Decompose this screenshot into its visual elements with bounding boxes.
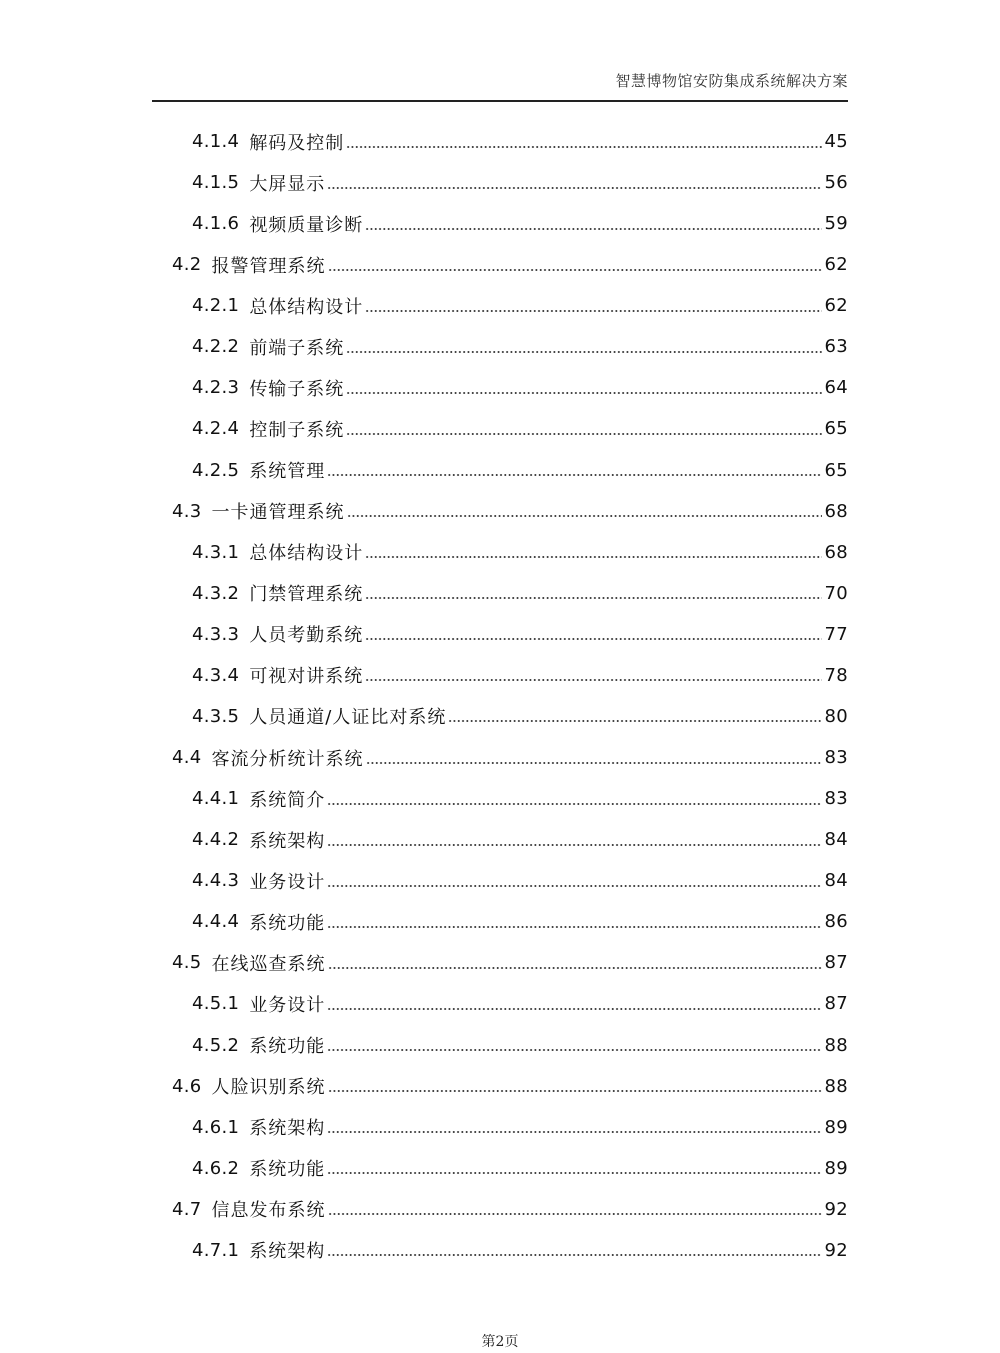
toc-entry-number: 4.1.4 — [192, 131, 240, 152]
toc-entry-number: 4.4.1 — [192, 788, 240, 810]
toc-entry-page-number: 59 — [824, 213, 848, 235]
toc-entry-page-number: 62 — [824, 254, 848, 276]
toc-dot-leader — [327, 474, 822, 476]
toc-dot-leader — [365, 556, 822, 558]
toc-entry-title: 人员考勤系统 — [249, 625, 364, 647]
toc-dot-leader — [327, 1049, 822, 1051]
toc-dot-leader — [327, 1008, 822, 1010]
toc-entry-title: 一卡通管理系统 — [211, 502, 345, 524]
toc-dot-leader — [346, 433, 822, 435]
toc-entry[interactable] — [192, 532, 848, 573]
toc-dot-leader — [365, 638, 822, 640]
toc-dot-leader — [328, 1213, 823, 1215]
toc-dot-leader — [327, 926, 822, 928]
toc-entry-page-number: 86 — [824, 911, 848, 933]
toc-entry-page-number: 80 — [824, 705, 848, 727]
toc-entry-title: 视频质量诊断 — [249, 214, 364, 236]
toc-entry[interactable] — [192, 408, 848, 449]
toc-entry[interactable] — [192, 819, 848, 860]
toc-entry[interactable] — [192, 696, 848, 737]
toc-entry-title: 前端子系统 — [249, 337, 345, 359]
toc-entry[interactable] — [172, 244, 848, 285]
toc-entry-page-number: 65 — [824, 418, 848, 440]
toc-dot-leader — [448, 720, 822, 722]
toc-entry[interactable] — [192, 1025, 848, 1066]
toc-dot-leader — [365, 228, 822, 230]
page-number-footer: 第2页 — [481, 1334, 519, 1350]
toc-entry-page-number: 83 — [824, 747, 848, 769]
toc-entry-page-number: 78 — [824, 664, 848, 686]
toc-entry-number: 4.2.3 — [192, 377, 240, 399]
toc-entry-title: 门禁管理系统 — [249, 584, 364, 606]
toc-entry[interactable] — [192, 285, 848, 326]
toc-entry-number: 4.7 — [172, 1198, 202, 1220]
toc-entry-number: 4.3.4 — [192, 664, 240, 686]
toc-entry-title: 总体结构设计 — [249, 296, 364, 318]
toc-entry-page-number: 77 — [824, 623, 848, 645]
toc-entry-page-number: 83 — [824, 788, 848, 810]
toc-entry-title: 系统简介 — [249, 789, 326, 811]
toc-entry-number: 4.2.5 — [192, 459, 240, 481]
toc-dot-leader — [365, 597, 822, 599]
toc-entry[interactable] — [192, 860, 848, 901]
toc-entry[interactable] — [192, 1148, 848, 1189]
toc-entry[interactable] — [192, 367, 848, 408]
toc-dot-leader — [327, 844, 822, 846]
toc-entry-number: 4.4 — [172, 747, 202, 769]
toc-dot-leader — [346, 351, 822, 353]
toc-entry-title: 信息发布系统 — [211, 1200, 326, 1222]
toc-entry-title: 系统架构 — [249, 1241, 326, 1263]
toc-dot-leader — [327, 803, 822, 805]
toc-entry-title: 传输子系统 — [249, 378, 345, 400]
toc-entry-page-number: 92 — [824, 1198, 848, 1220]
toc-entry-title: 业务设计 — [249, 871, 326, 893]
toc-entry[interactable] — [172, 737, 848, 778]
toc-entry-number: 4.2.2 — [192, 336, 240, 358]
toc-entry-title: 系统功能 — [249, 1036, 326, 1058]
toc-entry-page-number: 45 — [824, 131, 848, 152]
toc-entry-number: 4.6.2 — [192, 1157, 240, 1179]
toc-entry-title: 系统架构 — [249, 830, 326, 852]
toc-entry-title: 解码及控制 — [249, 132, 345, 154]
toc-dot-leader — [346, 392, 822, 394]
toc-entry[interactable] — [172, 1189, 848, 1230]
toc-entry-number: 4.4.3 — [192, 870, 240, 892]
toc-entry-number: 4.3.2 — [192, 582, 240, 604]
toc-entry[interactable] — [172, 942, 848, 983]
toc-entry-page-number: 88 — [824, 1034, 848, 1056]
toc-entry-title: 控制子系统 — [249, 419, 345, 441]
toc-entry[interactable] — [192, 778, 848, 819]
toc-entry-number: 4.5.1 — [192, 993, 240, 1015]
toc-entry-number: 4.1.5 — [192, 172, 240, 194]
toc-entry[interactable] — [192, 1230, 848, 1271]
toc-entry-page-number: 89 — [824, 1116, 848, 1138]
toc-dot-leader — [327, 1172, 822, 1174]
toc-entry-page-number: 92 — [824, 1239, 848, 1261]
toc-entry-page-number: 87 — [824, 952, 848, 974]
toc-entry-number: 4.6 — [172, 1075, 202, 1097]
toc-entry-page-number: 89 — [824, 1157, 848, 1179]
toc-entry[interactable] — [192, 1107, 848, 1148]
toc-entry-title: 可视对讲系统 — [249, 666, 364, 688]
toc-entry-page-number: 56 — [824, 172, 848, 194]
toc-entry-number: 4.2 — [172, 254, 202, 276]
toc-entry-title: 人脸识别系统 — [211, 1077, 326, 1099]
toc-dot-leader — [327, 1131, 822, 1133]
toc-entry-page-number: 70 — [824, 582, 848, 604]
toc-entry-title: 系统管理 — [249, 461, 326, 483]
toc-dot-leader — [347, 515, 823, 517]
toc-entry-number: 4.1.6 — [192, 213, 240, 235]
toc-entry-title: 报警管理系统 — [211, 255, 326, 277]
toc-entry[interactable] — [192, 614, 848, 655]
toc-entry-number: 4.3.5 — [192, 705, 240, 727]
toc-dot-leader — [365, 310, 822, 312]
toc-entry[interactable] — [192, 203, 848, 244]
toc-entry-number: 4.3.1 — [192, 541, 240, 563]
toc-entry[interactable] — [192, 121, 848, 162]
toc-entry[interactable] — [192, 326, 848, 367]
document-header-title: 智慧博物馆安防集成系统解决方案 — [615, 72, 848, 90]
toc-entry-title: 客流分析统计系统 — [211, 748, 364, 770]
toc-entry[interactable] — [172, 1066, 848, 1107]
toc-entry-number: 4.4.4 — [192, 911, 240, 933]
toc-entry[interactable] — [192, 655, 848, 696]
toc-entry[interactable] — [192, 901, 848, 942]
toc-entry-title: 总体结构设计 — [249, 543, 364, 565]
toc-entry[interactable] — [192, 450, 848, 491]
toc-entry-title: 业务设计 — [249, 994, 326, 1016]
toc-dot-leader — [327, 187, 822, 189]
toc-entry-number: 4.5.2 — [192, 1034, 240, 1056]
toc-entry-number: 4.2.4 — [192, 418, 240, 440]
toc-entry-title: 系统架构 — [249, 1118, 326, 1140]
toc-entry[interactable] — [192, 162, 848, 203]
toc-entry-title: 系统功能 — [249, 912, 326, 934]
toc-entry-number: 4.2.1 — [192, 295, 240, 317]
toc-entry[interactable] — [192, 573, 848, 614]
toc-dot-leader — [328, 269, 823, 271]
toc-entry-number: 4.3 — [172, 500, 202, 522]
toc-entry-page-number: 62 — [824, 295, 848, 317]
toc-entry-page-number: 65 — [824, 459, 848, 481]
toc-entry-title: 在线巡查系统 — [211, 953, 326, 975]
toc-entry-page-number: 68 — [824, 500, 848, 522]
header-divider — [152, 100, 848, 102]
toc-dot-leader — [327, 1254, 822, 1256]
toc-entry[interactable] — [172, 491, 848, 532]
toc-entry-number: 4.7.1 — [192, 1239, 240, 1261]
toc-entry-page-number: 64 — [824, 377, 848, 399]
toc-dot-leader — [365, 679, 822, 681]
toc-entry-title: 人员通道/人证比对系统 — [249, 707, 447, 729]
toc-entry-page-number: 84 — [824, 829, 848, 851]
toc-entry-page-number: 63 — [824, 336, 848, 358]
toc-dot-leader — [327, 885, 822, 887]
toc-entry-page-number: 68 — [824, 541, 848, 563]
toc-entry-number: 4.6.1 — [192, 1116, 240, 1138]
toc-dot-leader — [328, 1090, 823, 1092]
toc-dot-leader — [346, 146, 822, 148]
toc-entry-number: 4.5 — [172, 952, 202, 974]
toc-entry-number: 4.3.3 — [192, 623, 240, 645]
toc-entry-page-number: 88 — [824, 1075, 848, 1097]
toc-entry-page-number: 84 — [824, 870, 848, 892]
toc-dot-leader — [366, 762, 823, 764]
toc-entry-title: 大屏显示 — [249, 173, 326, 195]
toc-entry[interactable] — [192, 983, 848, 1024]
toc-entry-title: 系统功能 — [249, 1159, 326, 1181]
toc-entry-number: 4.4.2 — [192, 829, 240, 851]
toc-dot-leader — [328, 967, 823, 969]
toc-entry-page-number: 87 — [824, 993, 848, 1015]
